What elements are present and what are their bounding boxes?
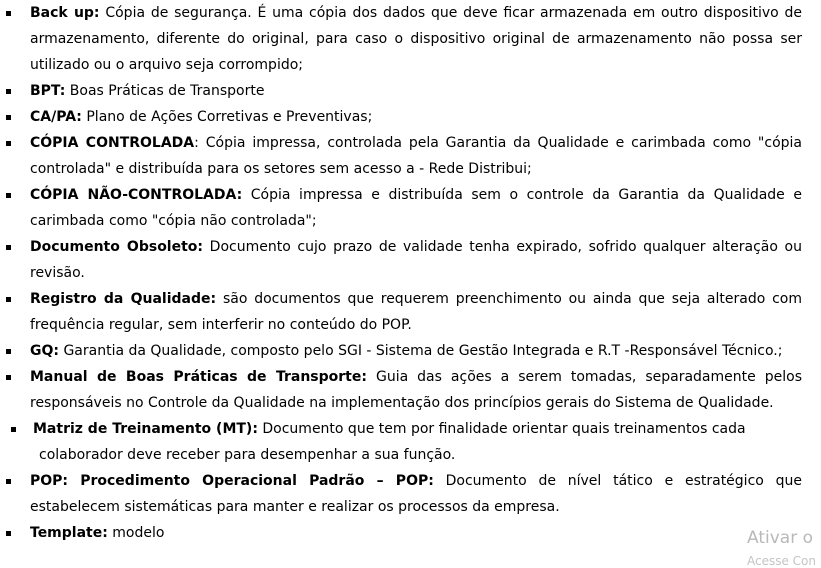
definition: modelo bbox=[107, 525, 165, 541]
term: Manual de Boas Práticas de Transporte: bbox=[30, 369, 367, 385]
definition: são documentos que requerem preenchimento ou ainda que seja alterado com frequência regular, sem interferir no conteúdo do POP. bbox=[30, 291, 802, 333]
bullet-icon bbox=[6, 115, 11, 120]
term: GQ: bbox=[30, 343, 59, 359]
definition: Cópia impressa e distribuída sem o controle da Garantia da Qualidade e carimbada como "cópia não controlada"; bbox=[30, 187, 802, 229]
definition: Garantia da Qualidade, composto pelo SGI - Sistema de Gestão Integrada e R.T -Responsável Técnico.; bbox=[59, 343, 783, 359]
term: Matriz de Treinamento (MT): bbox=[33, 421, 258, 437]
activation-watermark-subtitle: Acesse Con bbox=[747, 554, 817, 568]
term: CA/PA: bbox=[30, 109, 82, 125]
definition: Plano de Ações Corretivas e Preventivas; bbox=[81, 109, 373, 125]
definition: Cópia de segurança. É uma cópia dos dados que deve ficar armazenada em outro dispositivo de armazenamento, diferente do original, para caso o dispositivo original de armazenamento não possa ser utilizado ou o arquivo seja corrompido; bbox=[30, 5, 802, 73]
term: Template: bbox=[30, 525, 108, 541]
glossary-item-template bbox=[0, 520, 821, 546]
definition: Documento que tem por finalidade orientar quais treinamentos cada bbox=[257, 421, 746, 437]
glossary-item-manual-bpt bbox=[0, 364, 821, 416]
definition: Documento cujo prazo de validade tenha expirado, sofrido qualquer alteração ou revisão. bbox=[30, 239, 802, 281]
bullet-icon bbox=[6, 141, 11, 146]
glossary-item-documento-obsoleto bbox=[0, 234, 821, 286]
glossary-item-backup bbox=[0, 0, 821, 78]
glossary-item-pop bbox=[0, 468, 821, 520]
glossary-item-gq bbox=[0, 338, 821, 364]
bullet-icon bbox=[6, 245, 11, 250]
glossary-item-registro-qualidade bbox=[0, 286, 821, 338]
bullet-icon bbox=[6, 375, 11, 380]
bullet-icon bbox=[11, 427, 16, 432]
definition: Boas Práticas de Transporte bbox=[65, 83, 265, 99]
bullet-icon bbox=[6, 11, 11, 16]
glossary-item-copia-nao-controlada bbox=[0, 182, 821, 234]
bullet-icon bbox=[6, 479, 11, 484]
definition: Guia das ações a serem tomadas, separadamente pelos responsáveis no Controle da Qualidade na implementação dos princípios gerais do Sistema de Qualidade. bbox=[30, 369, 802, 411]
bullet-icon bbox=[6, 297, 11, 302]
term: Back up: bbox=[30, 5, 100, 21]
glossary-item-bpt bbox=[0, 78, 821, 104]
term: Registro da Qualidade: bbox=[30, 291, 217, 307]
glossary-item-capa bbox=[0, 104, 821, 130]
bullet-icon bbox=[6, 89, 11, 94]
bullet-icon bbox=[6, 349, 11, 354]
definition-continuation: colaborador deve receber para desempenhar a sua função. bbox=[39, 447, 456, 463]
glossary-item-copia-controlada bbox=[0, 130, 821, 182]
term: CÓPIA CONTROLADA bbox=[30, 135, 195, 151]
bullet-icon bbox=[6, 531, 11, 536]
term: BPT: bbox=[30, 83, 66, 99]
term: Documento Obsoleto: bbox=[30, 239, 204, 255]
bullet-icon bbox=[6, 193, 11, 198]
term: CÓPIA NÃO-CONTROLADA: bbox=[30, 187, 243, 203]
definition: : Cópia impressa, controlada pela Garantia da Qualidade e carimbada como "cópia controlada" e distribuída para os setores sem acesso a - Rede Distribui; bbox=[30, 135, 802, 177]
glossary-item-matriz-treinamento bbox=[0, 416, 821, 468]
definition: Documento de nível tático e estratégico que estabelecem sistemáticas para manter e realizar os processos da empresa. bbox=[30, 473, 802, 515]
activation-watermark-title: Ativar o bbox=[747, 528, 813, 548]
term: POP: Procedimento Operacional Padrão – POP: bbox=[30, 473, 434, 489]
